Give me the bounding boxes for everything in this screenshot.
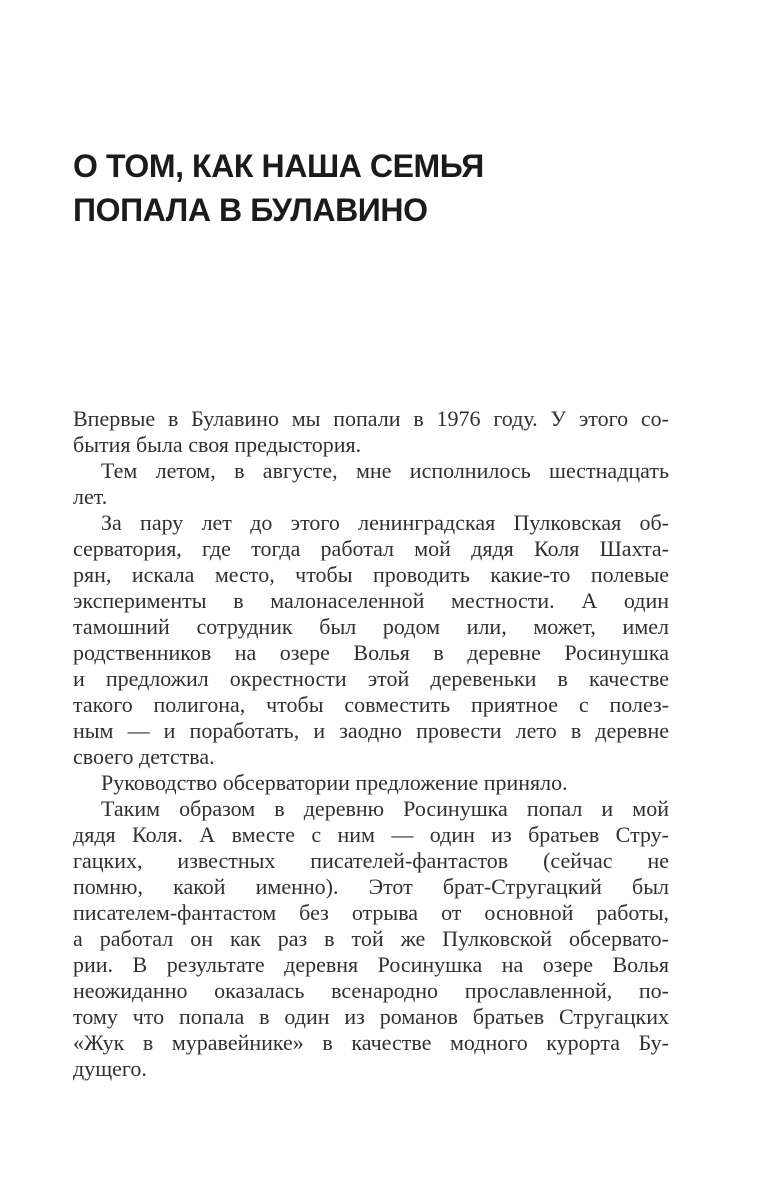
text-line: гацких, известных писателей-фантастов (сейчас не (73, 848, 669, 873)
text-line: помню, какой именно). Этот брат-Стругацкий был (73, 874, 669, 899)
paragraph (73, 796, 669, 1082)
text-line: а работал он как раз в той же Пулковской обсервато- (73, 926, 669, 951)
text-line: и предложил окрестности этой деревеньки в качестве (73, 666, 669, 691)
text-line: Тем летом, в августе, мне исполнилось шестнадцать (101, 458, 669, 483)
text-line: родственников на озере Волья в деревне Росинушка (73, 640, 669, 665)
text-line: рян, искала место, чтобы проводить какие-то полевые (73, 562, 669, 587)
chapter-title (73, 144, 484, 232)
text-line: писателем-фантастом без отрыва от основной работы, (73, 900, 669, 925)
text-line: серватория, где тогда работал мой дядя Коля Шахта- (73, 536, 669, 561)
chapter-title-line: ПОПАЛА В БУЛАВИНО (73, 192, 428, 228)
chapter-title-line: О ТОМ, КАК НАША СЕМЬЯ (73, 148, 484, 184)
paragraph (73, 510, 669, 770)
text-line: лет. (73, 484, 108, 509)
paragraph (73, 458, 669, 510)
text-line: бытия была своя предыстория. (73, 432, 362, 457)
text-line: тому что попала в один из романов братьев Стругацких (73, 1004, 669, 1029)
text-line: За пару лет до этого ленинградская Пулковская об- (101, 510, 669, 535)
text-line: эксперименты в малонаселенной местности. А один (73, 588, 669, 613)
text-line: своего детства. (73, 744, 215, 769)
paragraph (73, 770, 669, 796)
text-line: рии. В результате деревня Росинушка на озере Волья (73, 952, 669, 977)
text-line: «Жук в муравейнике» в качестве модного курорта Бу- (73, 1030, 669, 1055)
text-line: Руководство обсерватории предложение приняло. (101, 770, 568, 795)
text-line: Таким образом в деревню Росинушка попал и мой (101, 796, 669, 821)
text-line: Впервые в Булавино мы попали в 1976 году. У этого со- (73, 406, 669, 431)
text-line: такого полигона, чтобы совместить приятное с полез- (73, 692, 669, 717)
text-line: неожиданно оказалась всенародно прославленной, по- (73, 978, 669, 1003)
chapter-body (73, 406, 669, 1082)
text-line: дущего. (73, 1056, 147, 1081)
paragraph (73, 406, 669, 458)
text-line: дядя Коля. А вместе с ним — один из братьев Стру- (73, 822, 669, 847)
text-line: ным — и поработать, и заодно провести лето в деревне (73, 718, 669, 743)
text-line: тамошний сотрудник был родом или, может, имел (73, 614, 669, 639)
